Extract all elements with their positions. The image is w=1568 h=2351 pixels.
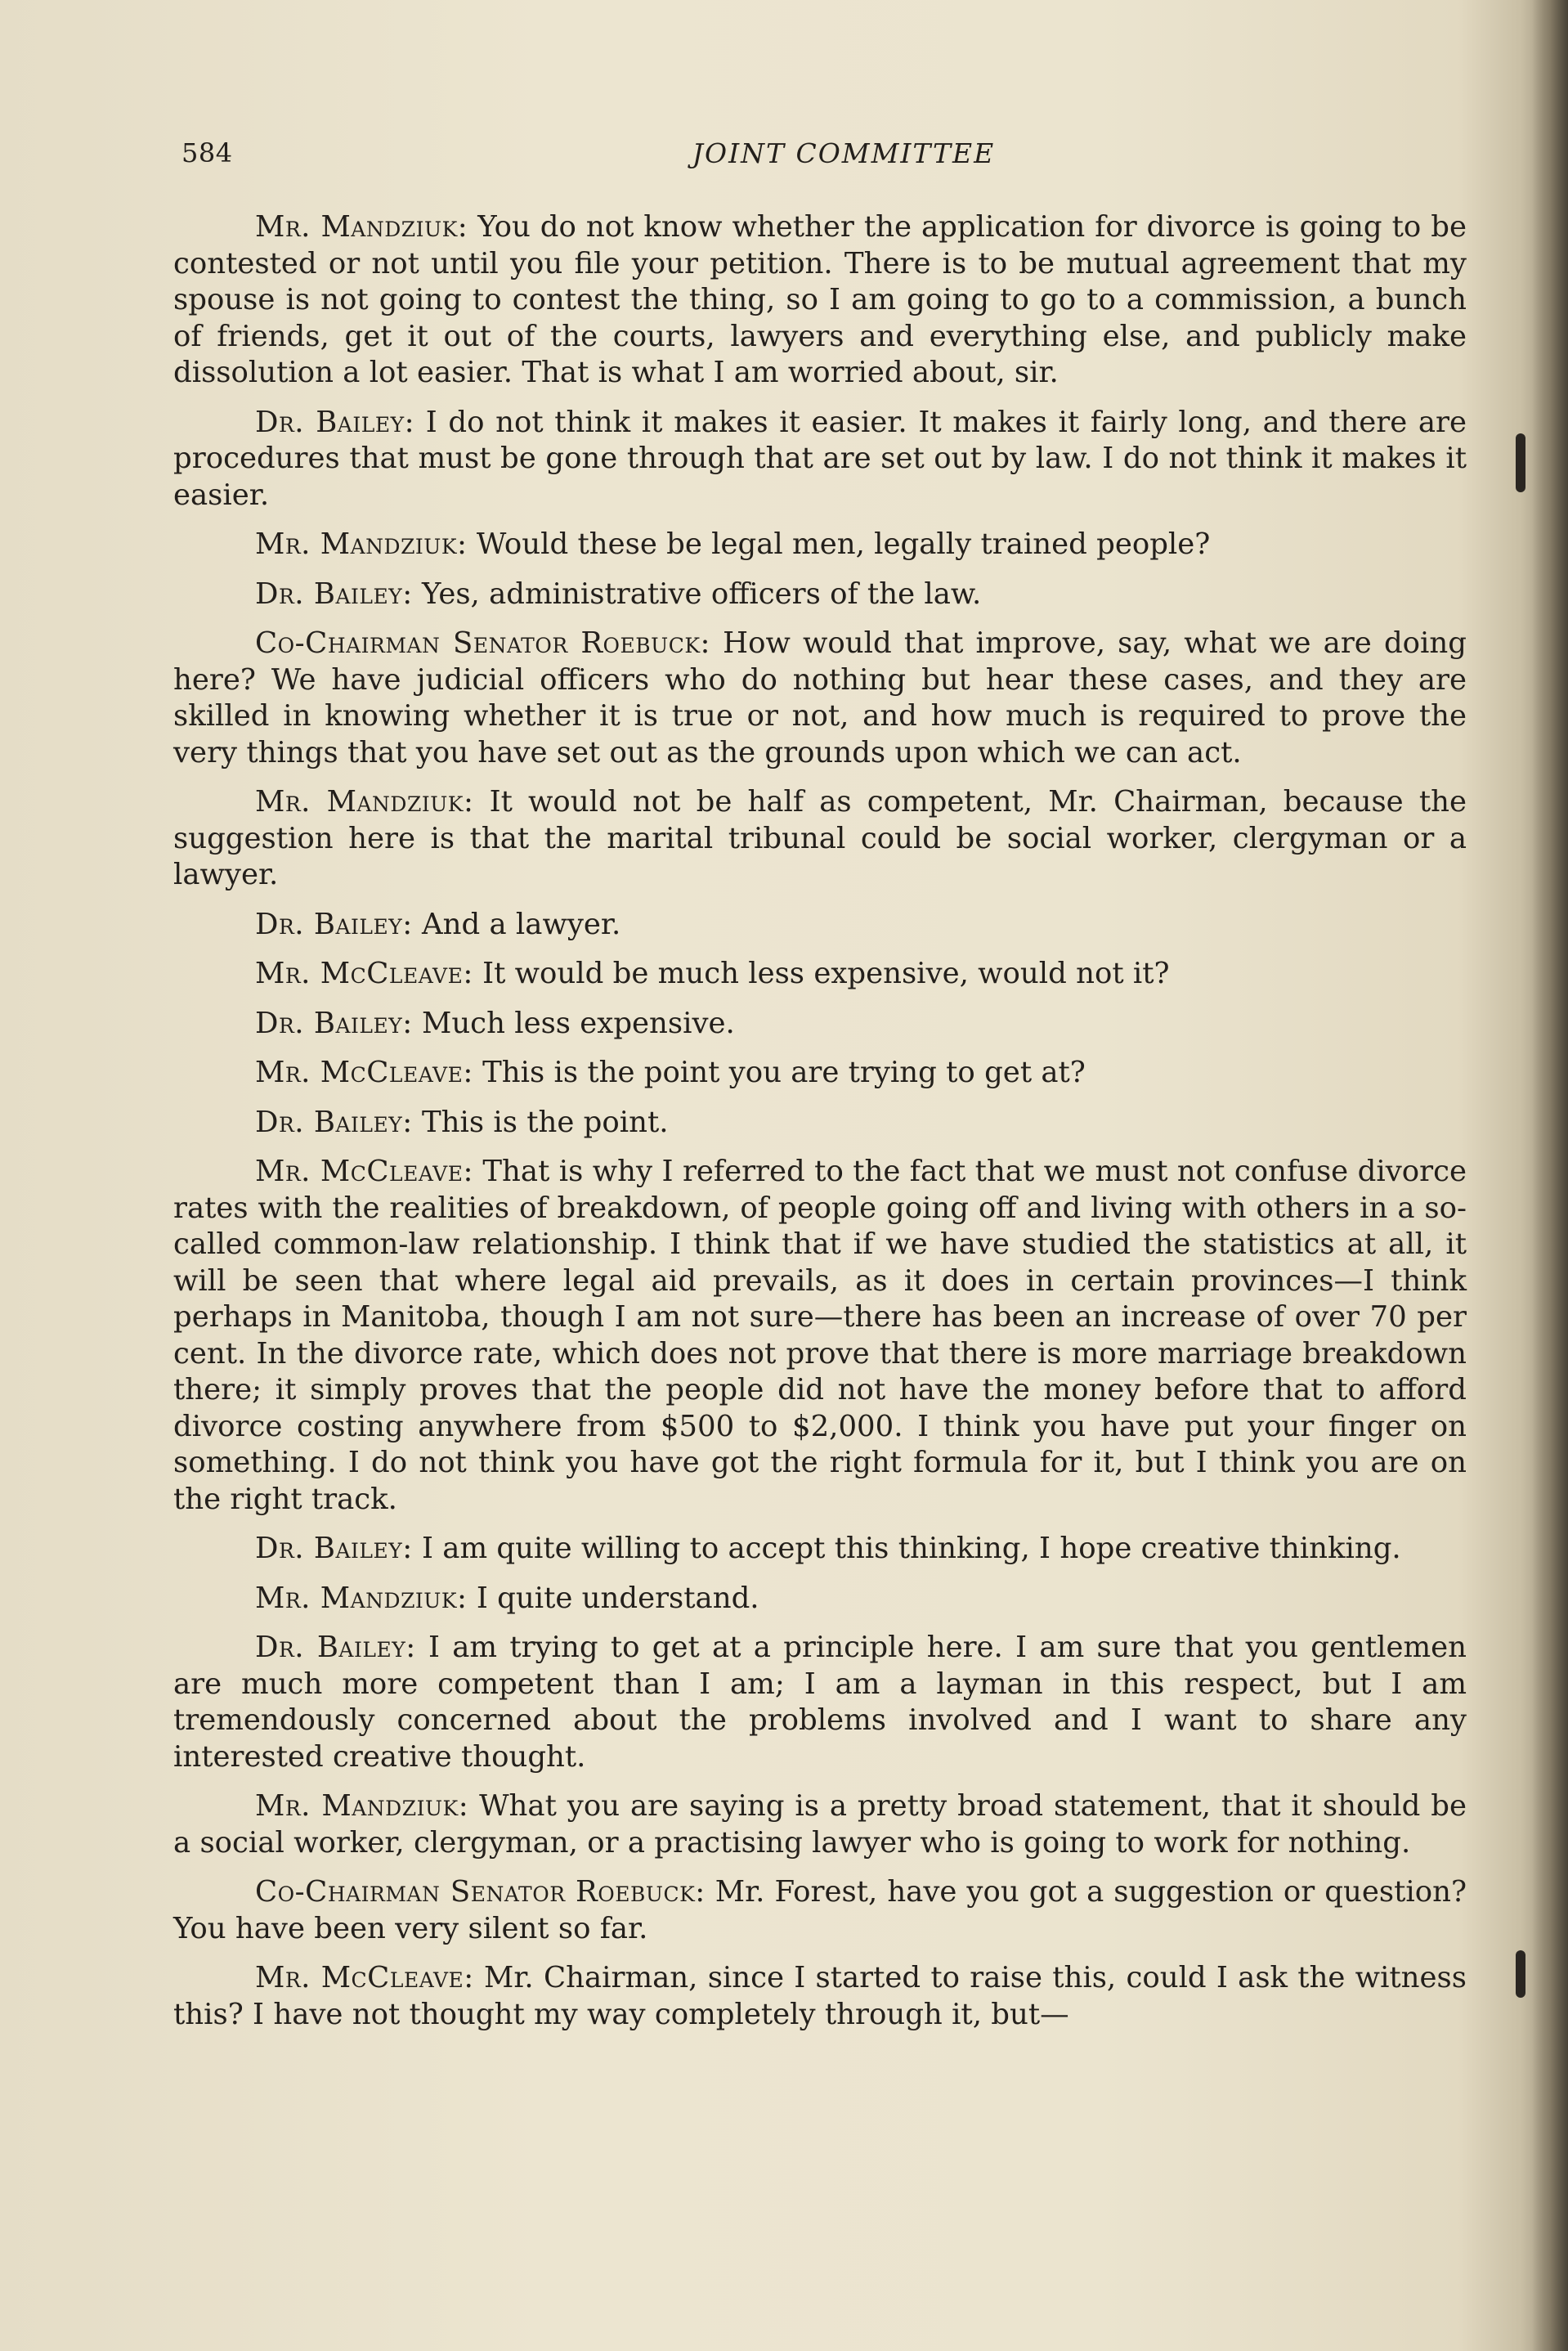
speaker-name: Dr. Bailey: bbox=[255, 1532, 413, 1565]
transcript-paragraph bbox=[173, 209, 1467, 392]
binding-tab-mark bbox=[1516, 433, 1525, 492]
transcript-paragraph bbox=[173, 1154, 1467, 1518]
transcript-paragraph bbox=[173, 626, 1467, 771]
speech-text: That is why I referred to the fact that we must not confuse divorce rates with the realities of breakdown, of people going off and living with others in a so-called common-law relationship. I think that if we have studied the statistics at all, it will be seen that where legal aid prevails, as it does in certain provinces—I think perhaps in Manitoba, though I am not sure—there has been an increase of over 70 per cent. In the divorce rate, which does not prove that there is more marriage breakdown there; it simply proves that the people did not have the money before that to afford divorce costing anywhere from $500 to $2,000. I think you have put your finger on something. I do not think you have got the right formula for it, but I think you are on the right track. bbox=[173, 1155, 1467, 1516]
transcript-paragraph bbox=[173, 1960, 1467, 2033]
speaker-name: Dr. Bailey: bbox=[255, 907, 413, 941]
speaker-name: Mr. McCleave: bbox=[255, 957, 473, 990]
binding-tab-mark bbox=[1516, 1950, 1525, 1998]
speech-text: This is the point you are trying to get at? bbox=[473, 1056, 1086, 1089]
transcript-paragraph bbox=[173, 1788, 1467, 1861]
transcript-paragraph bbox=[173, 907, 1467, 944]
page-header bbox=[181, 137, 1473, 178]
speech-text: Mr. Forest, have you got a suggestion or question? You have been very silent so far. bbox=[173, 1875, 1467, 1945]
speaker-name: Mr. McCleave: bbox=[255, 1155, 473, 1188]
speech-text: Mr. Chairman, since I started to raise this, could I ask the witness this? I have not thought my way completely through it, but— bbox=[173, 1961, 1467, 2031]
speaker-name: Mr. Mandziuk: bbox=[255, 527, 468, 561]
speech-text: Yes, administrative officers of the law. bbox=[412, 577, 982, 611]
transcript-paragraph bbox=[173, 1630, 1467, 1775]
page-number: 584 bbox=[181, 137, 233, 168]
speaker-name: Dr. Bailey: bbox=[255, 1631, 416, 1664]
speaker-name: Dr. Bailey: bbox=[255, 405, 415, 439]
speaker-name: Co-Chairman Senator Roebuck: bbox=[255, 626, 710, 660]
speech-text: This is the point. bbox=[412, 1105, 669, 1139]
speech-text: And a lawyer. bbox=[412, 907, 621, 941]
speaker-name: Co-Chairman Senator Roebuck: bbox=[255, 1875, 706, 1909]
speech-text: Much less expensive. bbox=[412, 1006, 735, 1040]
speech-text: Would these be legal men, legally trained people? bbox=[467, 527, 1211, 561]
transcript-paragraph bbox=[173, 1006, 1467, 1043]
speaker-name: Dr. Bailey: bbox=[255, 1105, 413, 1139]
transcript-paragraph bbox=[173, 1055, 1467, 1092]
speaker-name: Mr. McCleave: bbox=[255, 1961, 474, 1994]
speech-text: I quite understand. bbox=[467, 1581, 759, 1615]
running-head: JOINT COMMITTEE bbox=[692, 137, 996, 169]
transcript-paragraph bbox=[173, 405, 1467, 514]
transcript-paragraph bbox=[173, 527, 1467, 563]
speaker-name: Mr. Mandziuk: bbox=[255, 785, 474, 819]
speaker-name: Dr. Bailey: bbox=[255, 1006, 413, 1040]
speech-text: What you are saying is a pretty broad statement, that it should be a social worker, clergyman, or a practising lawyer who is going to work for nothing. bbox=[173, 1789, 1467, 1860]
transcript-paragraph bbox=[173, 577, 1467, 613]
speech-text: I am trying to get at a principle here. I am sure that you gentlemen are much more competent than I am; I am a layman in this respect, but I am tremendously concerned about the problems involved and I want to share any interested creative thought. bbox=[173, 1631, 1467, 1774]
speaker-name: Mr. Mandziuk: bbox=[255, 1581, 468, 1615]
speaker-name: Mr. McCleave: bbox=[255, 1056, 473, 1089]
speech-text: How would that improve, say, what we are doing here? We have judicial officers who do nothing but hear these cases, and they are skilled in knowing whether it is true or not, and how much is required to prove the very things that you have set out as the grounds upon which we can act. bbox=[173, 626, 1467, 769]
transcript-paragraph bbox=[173, 784, 1467, 894]
transcript-paragraph bbox=[173, 1581, 1467, 1617]
transcript-paragraph bbox=[173, 956, 1467, 993]
transcript-paragraph bbox=[173, 1531, 1467, 1568]
speaker-name: Mr. Mandziuk: bbox=[255, 210, 468, 244]
speaker-name: Mr. Mandziuk: bbox=[255, 1789, 469, 1823]
transcript-body bbox=[173, 209, 1467, 2046]
transcript-paragraph bbox=[173, 1105, 1467, 1142]
speech-text: I am quite willing to accept this thinking, I hope creative thinking. bbox=[412, 1532, 1401, 1565]
transcript-paragraph bbox=[173, 1874, 1467, 1947]
speech-text: It would not be half as competent, Mr. Chairman, because the suggestion here is that the marital tribunal could be social worker, clergyman or a lawyer. bbox=[173, 785, 1467, 891]
speaker-name: Dr. Bailey: bbox=[255, 577, 413, 611]
speech-text: It would be much less expensive, would not it? bbox=[473, 957, 1170, 990]
speech-text: You do not know whether the application for divorce is going to be contested or not until you file your petition. There is to be mutual agreement that my spouse is not going to contest the thing, so I am going to go to a commission, a bunch of friends, get it out of the courts, lawyers and everything else, and publicly make dissolution a lot easier. That is what I am worried about, sir. bbox=[173, 210, 1467, 389]
speech-text: I do not think it makes it easier. It makes it fairly long, and there are procedures that must be gone through that are set out by law. I do not think it makes it easier. bbox=[173, 405, 1467, 512]
page-binding-edge bbox=[1532, 0, 1568, 2351]
